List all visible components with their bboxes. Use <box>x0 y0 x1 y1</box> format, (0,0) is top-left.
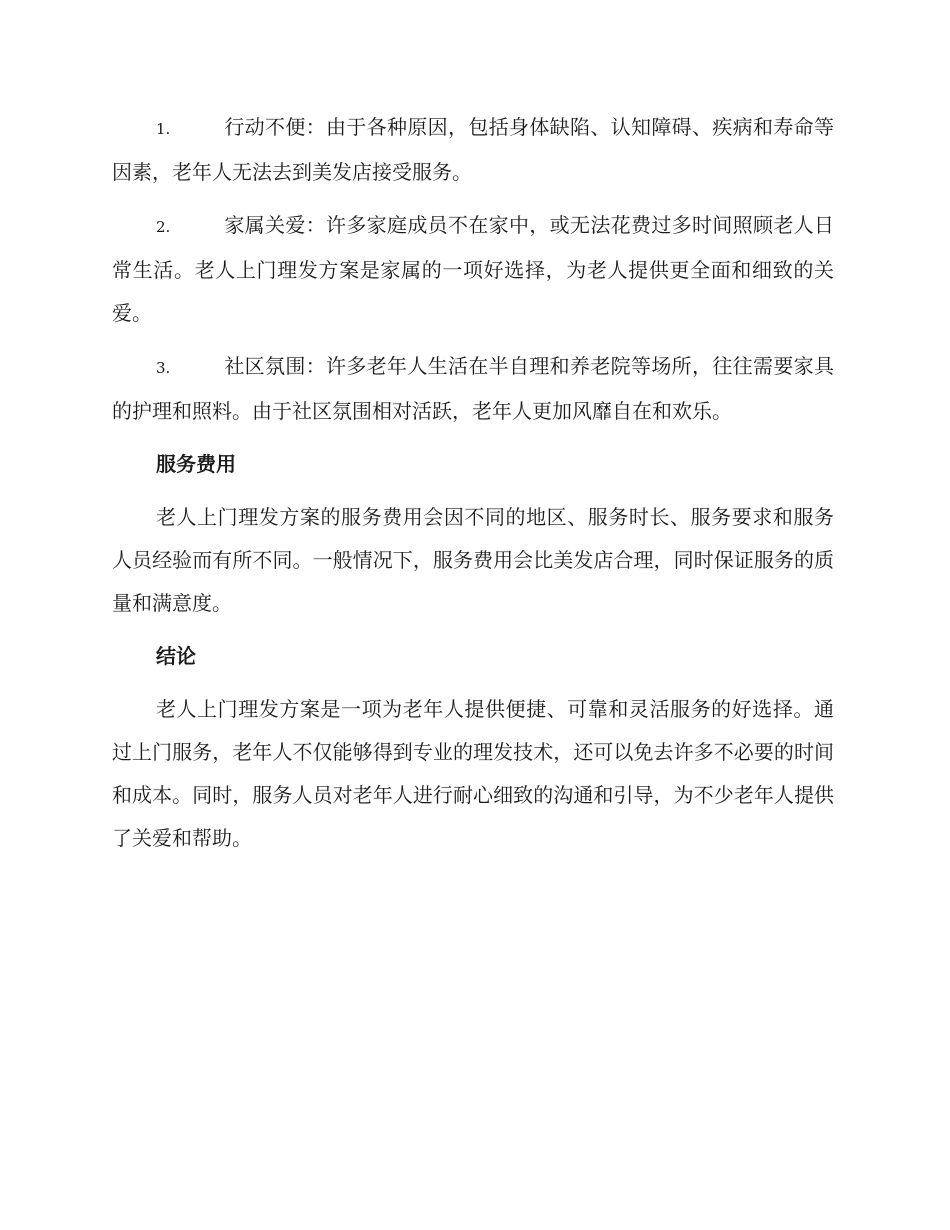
list-item-text: 行动不便：由于各种原因，包括身体缺陷、认知障碍、疾病和寿命等因素，老年人无法去到美发店接受服务。 <box>112 115 834 184</box>
list-item-mobility <box>112 106 834 194</box>
list-item-text: 家属关爱：许多家庭成员不在家中，或无法花费过多时间照顾老人日常生活。老人上门理发方案是家属的一项好选择，为老人提供更全面和细致的关爱。 <box>112 213 834 325</box>
list-number: 2. <box>156 218 171 236</box>
list-number: 3. <box>156 359 171 377</box>
section-heading-conclusion: 结论 <box>156 644 196 668</box>
section-heading-fees: 服务费用 <box>156 452 236 476</box>
list-item-community <box>112 345 834 433</box>
list-item-family-care <box>112 204 834 335</box>
list-number: 1. <box>156 120 171 138</box>
section-body-conclusion: 老人上门理发方案是一项为老年人提供便捷、可靠和灵活服务的好选择。通过上门服务，老年人不仅能够得到专业的理发技术，还可以免去许多不必要的时间和成本。同时，服务人员对老年人进行耐心细致的沟通和引导，为不少老年人提供了关爱和帮助。 <box>112 697 834 850</box>
list-item-text: 社区氛围：许多老年人生活在半自理和养老院等场所，往往需要家具的护理和照料。由于社区氛围相对活跃，老年人更加风靡自在和欢乐。 <box>112 354 834 423</box>
document-page <box>112 106 834 870</box>
section-body-fees: 老人上门理发方案的服务费用会因不同的地区、服务时长、服务要求和服务人员经验而有所不同。一般情况下，服务费用会比美发店合理，同时保证服务的质量和满意度。 <box>112 505 834 615</box>
